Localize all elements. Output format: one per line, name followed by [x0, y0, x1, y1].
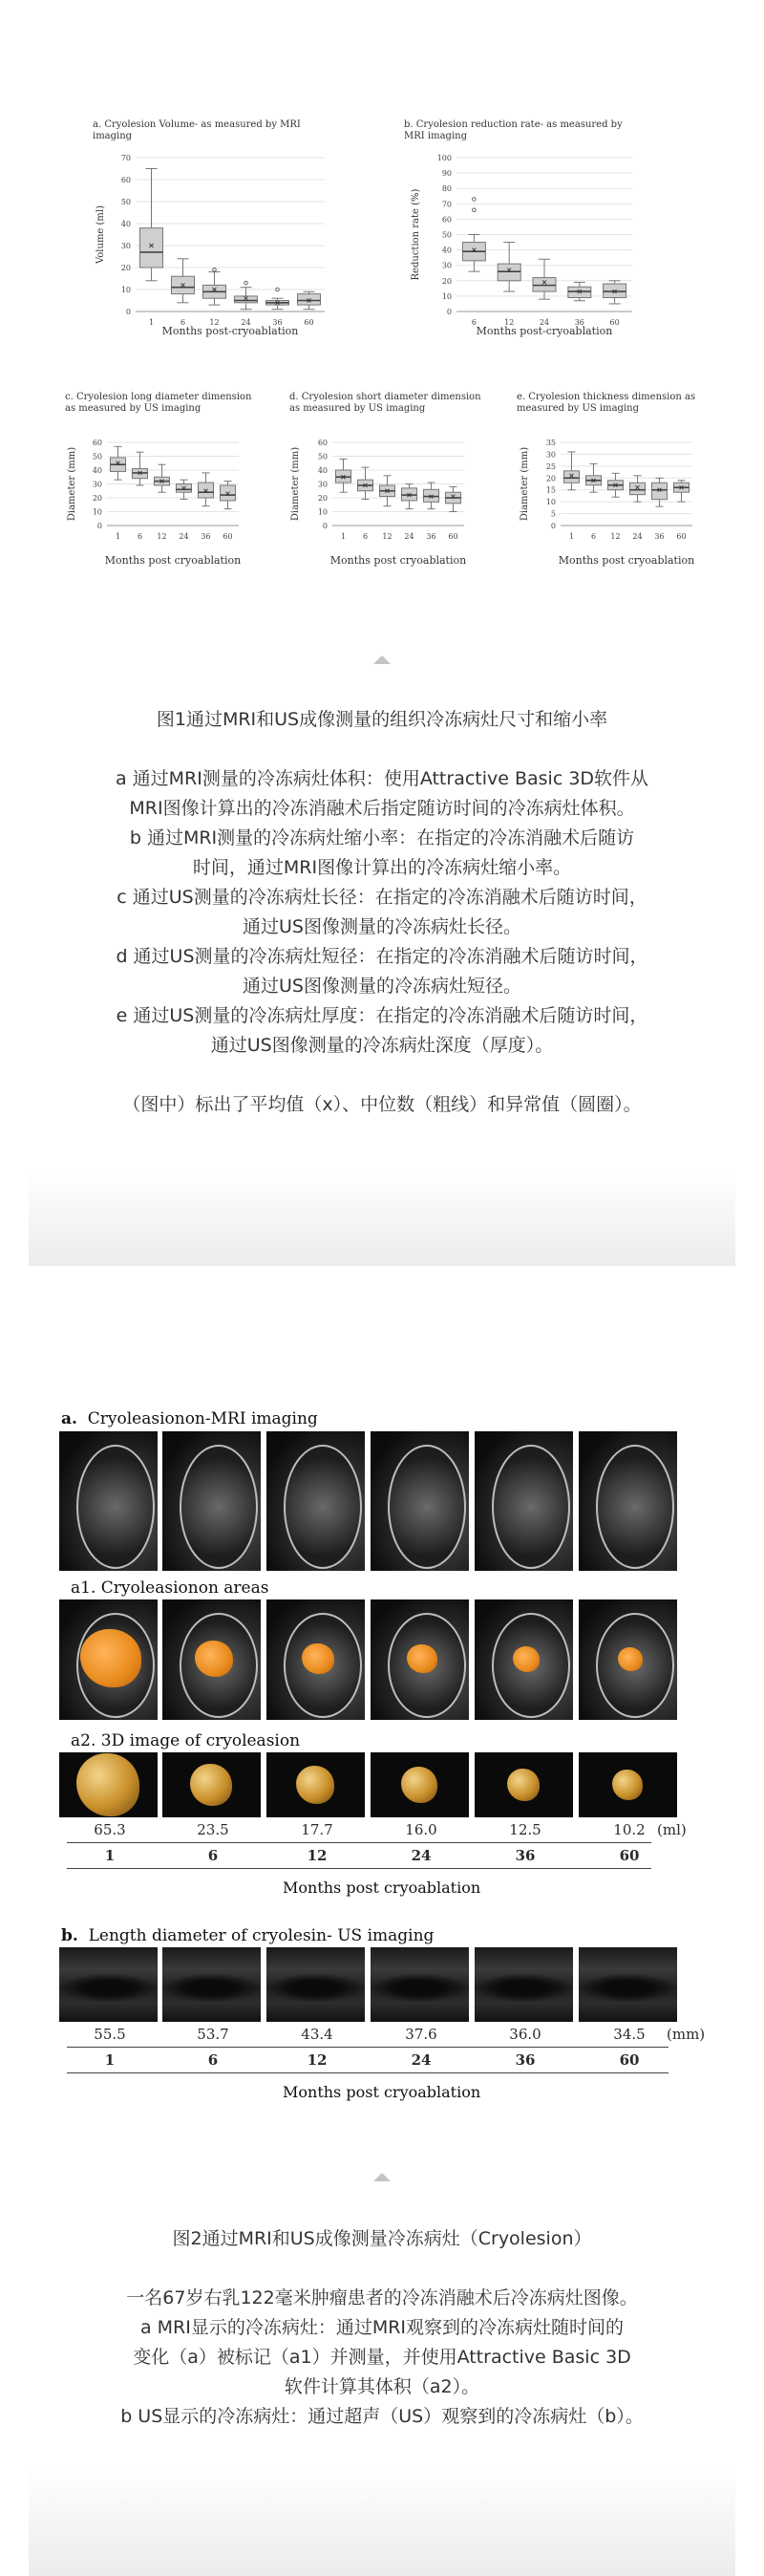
month-value: 24	[411, 1847, 432, 1864]
box	[652, 483, 668, 499]
fig2-label-a1: a1. Cryoleasionon areas	[71, 1578, 269, 1598]
volume-value: 23.5	[197, 1821, 229, 1838]
chart-e-title: e. Cryolesion thickness dimension as measured by US imaging	[517, 392, 696, 414]
hypoechoic-region	[371, 1973, 469, 2003]
box	[140, 228, 163, 268]
length-value: 36.0	[509, 2026, 541, 2043]
ultrasound-image	[475, 1947, 573, 2022]
cryolesion-3d-model	[76, 1753, 139, 1816]
y-tick-label: 40	[120, 220, 131, 228]
x-tick-label: 60	[304, 318, 314, 327]
y-tick-label: 50	[120, 198, 131, 206]
month-value: 36	[515, 2051, 536, 2069]
x-tick-label: 36	[574, 318, 584, 327]
month-value: 6	[207, 2051, 219, 2069]
mri-image	[266, 1431, 365, 1571]
box	[533, 278, 556, 291]
3d-image	[162, 1752, 261, 1817]
caption-line: b 通过MRI测量的冷冻病灶缩小率：在指定的冷冻消融术后随访	[129, 827, 635, 848]
table-rule	[67, 2047, 668, 2048]
box	[568, 287, 591, 297]
cryolesion-overlay	[513, 1646, 540, 1672]
y-tick-label: 10	[441, 291, 452, 301]
box-outlier	[473, 208, 477, 212]
x-axis-label: Months post cryoablation	[104, 554, 242, 567]
breast-tissue-shape	[284, 1445, 362, 1569]
box	[630, 483, 646, 494]
x-tick-label: 24	[404, 532, 414, 541]
cryolesion-3d-model	[507, 1769, 541, 1802]
ultrasound-image	[266, 1947, 365, 2022]
y-tick-label: 70	[441, 200, 452, 209]
segmented-image	[59, 1599, 158, 1720]
cryolesion-3d-model	[190, 1764, 233, 1807]
x-tick-label: 36	[272, 318, 283, 327]
box	[604, 284, 626, 297]
month-value: 60	[619, 1847, 640, 1864]
table-rule	[67, 2072, 668, 2073]
chart-c-title: c. Cryolesion long diameter dimension as measured by US imaging	[65, 392, 252, 414]
section-divider	[29, 2465, 735, 2576]
x-tick-label: 36	[426, 532, 436, 541]
x-tick-label: 1	[340, 532, 347, 541]
box-outlier	[213, 268, 217, 272]
3d-image	[475, 1752, 573, 1817]
length-unit: (mm)	[667, 2026, 706, 2043]
y-tick-label: 30	[545, 450, 556, 460]
box	[498, 264, 520, 281]
table-rule	[67, 1842, 651, 1843]
y-tick-label: 30	[92, 480, 102, 489]
box	[564, 471, 580, 483]
y-tick-label: 60	[120, 176, 131, 184]
caption-line: d 通过US测量的冷冻病灶短径：在指定的冷冻消融术后随访时间，	[116, 946, 648, 967]
x-tick-label: 6	[362, 532, 369, 541]
months-axis-label: Months post cryoablation	[283, 1878, 481, 1897]
months-axis-label: Months post cryoablation	[283, 2083, 481, 2101]
box	[235, 296, 258, 303]
length-value: 34.5	[613, 2026, 646, 2043]
volume-value: 65.3	[94, 1821, 126, 1838]
box	[199, 483, 214, 498]
y-tick-label: 0	[322, 522, 328, 530]
breast-tissue-shape	[492, 1445, 570, 1569]
y-tick-label: 50	[317, 452, 328, 462]
mri-image	[475, 1431, 573, 1571]
figure-1-charts	[0, 0, 764, 612]
chart-b-title: b. Cryolesion reduction rate- as measured by MRI imaging	[404, 119, 623, 141]
y-tick-label: 5	[550, 509, 556, 519]
volume-values-row	[67, 1821, 688, 1840]
x-tick-label: 1	[568, 532, 575, 541]
month-values-row	[67, 1847, 688, 1866]
y-tick-label: 0	[550, 522, 556, 530]
breast-tissue-shape	[180, 1445, 258, 1569]
hypoechoic-region	[59, 1973, 158, 2003]
fig2-label-a: a. Cryoleasionon-MRI imaging	[61, 1409, 318, 1428]
y-tick-label: 90	[441, 169, 452, 179]
y-tick-label: 100	[436, 154, 452, 162]
ultrasound-image	[59, 1947, 158, 2022]
3d-image	[371, 1752, 469, 1817]
figure-2-caption	[29, 2224, 735, 2432]
mri-image	[579, 1431, 677, 1571]
cryolesion-overlay	[195, 1641, 233, 1677]
x-tick-label: 24	[539, 318, 550, 327]
volume-unit: (ml)	[657, 1821, 687, 1838]
caret-up-icon	[373, 655, 391, 664]
month-value: 12	[307, 2051, 328, 2069]
x-tick-label: 12	[382, 532, 393, 541]
ultrasound-image	[371, 1947, 469, 2022]
box	[221, 485, 236, 501]
volume-value: 16.0	[405, 1821, 437, 1838]
y-tick-label: 30	[441, 261, 452, 270]
y-axis-label: Diameter (mm)	[520, 446, 530, 522]
box-outlier	[473, 198, 477, 202]
segmented-image	[579, 1599, 677, 1720]
hypoechoic-region	[266, 1973, 365, 2003]
x-tick-label: 6	[590, 532, 597, 541]
month-value: 6	[207, 1847, 219, 1864]
x-tick-label: 12	[610, 532, 621, 541]
x-tick-label: 60	[448, 532, 458, 541]
x-axis-label: Months post cryoablation	[558, 554, 695, 567]
hypoechoic-region	[475, 1973, 573, 2003]
x-tick-label: 24	[179, 532, 189, 541]
month-value: 1	[104, 2051, 116, 2069]
caption-line: e 通过US测量的冷冻病灶厚度：在指定的冷冻消融术后随访时间，	[116, 1005, 648, 1026]
caption-line: a 通过MRI测量的冷冻病灶体积：使用Attractive Basic 3D软件从	[115, 768, 649, 789]
caption-line: 软件计算其体积（a2）。	[284, 2376, 480, 2397]
y-axis-label: Diameter (mm)	[67, 446, 77, 522]
x-tick-label: 6	[180, 318, 186, 327]
x-tick-label: 24	[632, 532, 643, 541]
month-value: 1	[104, 1847, 116, 1864]
volume-value: 17.7	[301, 1821, 333, 1838]
month-value: 12	[307, 1847, 328, 1864]
chart-d-title: d. Cryolesion short diameter dimension as measured by US imaging	[289, 392, 481, 414]
caption-line: 一名67岁右乳122毫米肿瘤患者的冷冻消融术后冷冻病灶图像。	[126, 2287, 638, 2308]
x-tick-label: 6	[471, 318, 477, 327]
x-axis-label: Months post cryoablation	[329, 554, 467, 567]
x-tick-label: 36	[201, 532, 211, 541]
x-tick-label: 60	[223, 532, 233, 541]
fig2-label-b: b. Length diameter of cryolesin- US imaging	[61, 1926, 435, 1945]
y-tick-label: 10	[120, 286, 131, 294]
breast-tissue-shape	[388, 1445, 466, 1569]
chart-a-title: a. Cryolesion Volume- as measured by MRI imaging	[93, 119, 301, 141]
y-tick-label: 50	[92, 452, 102, 462]
y-tick-label: 70	[120, 154, 131, 162]
y-tick-label: 30	[317, 480, 328, 489]
box	[298, 294, 321, 306]
month-value: 60	[619, 2051, 640, 2069]
3d-image	[579, 1752, 677, 1817]
caption-line: 通过US图像测量的冷冻病灶长径。	[243, 916, 521, 937]
figure-1-caption	[29, 705, 735, 1120]
segmented-image	[371, 1599, 469, 1720]
figure-2-caption-title: 图2通过MRI和US成像测量冷冻病灶（Cryolesion）	[172, 2228, 592, 2249]
length-value: 43.4	[301, 2026, 333, 2043]
x-tick-label: 60	[676, 532, 687, 541]
caption-note: （图中）标出了平均值（x）、中位数（粗线）和异常值（圆圈）。	[122, 1094, 642, 1115]
ultrasound-image	[579, 1947, 677, 2022]
y-tick-label: 0	[125, 308, 131, 316]
y-tick-label: 0	[96, 522, 102, 530]
cryolesion-overlay	[302, 1643, 333, 1674]
length-value: 53.7	[197, 2026, 229, 2043]
cryolesion-overlay	[80, 1629, 141, 1687]
x-axis-label: Months post-cryoablation	[476, 325, 613, 337]
cryolesion-3d-model	[401, 1767, 437, 1803]
hypoechoic-region	[162, 1973, 261, 2003]
caption-line: 通过US图像测量的冷冻病灶深度（厚度）。	[210, 1035, 554, 1056]
y-tick-label: 20	[545, 474, 556, 483]
3d-image	[59, 1752, 158, 1817]
y-axis-label: Volume (ml)	[96, 204, 106, 265]
cryolesion-3d-model	[612, 1770, 643, 1800]
y-tick-label: 40	[92, 466, 102, 475]
segmented-image	[162, 1599, 261, 1720]
y-tick-label: 40	[441, 246, 452, 255]
x-tick-label: 24	[241, 318, 251, 327]
x-axis-label: Months post-cryoablation	[161, 325, 299, 337]
y-tick-label: 10	[92, 507, 102, 517]
mri-image	[371, 1431, 469, 1571]
volume-value: 12.5	[509, 1821, 541, 1838]
month-value: 24	[411, 2051, 432, 2069]
y-tick-label: 60	[92, 439, 102, 447]
caption-line: 变化（a）被标记（a1）并测量，并使用Attractive Basic 3D	[133, 2347, 631, 2368]
y-tick-label: 40	[317, 466, 328, 475]
3d-image	[266, 1752, 365, 1817]
y-tick-label: 20	[92, 494, 102, 503]
y-tick-label: 15	[545, 485, 556, 495]
x-tick-label: 6	[137, 532, 143, 541]
x-tick-label: 12	[504, 318, 515, 327]
hypoechoic-region	[579, 1973, 677, 2003]
box-outlier	[244, 281, 248, 285]
x-tick-label: 60	[609, 318, 620, 327]
caret-up-icon	[373, 2173, 391, 2181]
caption-line: b US显示的冷冻病灶：通过超声（US）观察到的冷冻病灶（b）。	[120, 2406, 644, 2427]
section-divider	[29, 1170, 735, 1266]
y-tick-label: 20	[120, 264, 131, 272]
segmented-image	[266, 1599, 365, 1720]
y-tick-label: 60	[317, 439, 328, 447]
x-tick-label: 12	[209, 318, 220, 327]
cryolesion-overlay	[618, 1647, 643, 1670]
y-tick-label: 30	[120, 242, 131, 250]
caption-line: 通过US图像测量的冷冻病灶短径。	[243, 976, 521, 997]
length-values-row	[67, 2026, 706, 2045]
month-value: 36	[515, 1847, 536, 1864]
y-tick-label: 60	[441, 215, 452, 225]
caption-line: 时间，通过MRI图像计算出的冷冻病灶缩小率。	[192, 857, 572, 878]
cryolesion-3d-model	[296, 1766, 333, 1803]
y-tick-label: 20	[441, 276, 452, 286]
ultrasound-image	[162, 1947, 261, 2022]
figure-1-caption-title: 图1通过MRI和US成像测量的组织冷冻病灶尺寸和缩小率	[156, 709, 608, 730]
y-tick-label: 50	[441, 230, 452, 240]
mri-image	[162, 1431, 261, 1571]
caption-line: MRI图像计算出的冷冻消融术后指定随访时间的冷冻病灶体积。	[129, 798, 635, 819]
breast-tissue-shape	[76, 1445, 155, 1569]
y-tick-label: 10	[545, 498, 556, 507]
table-rule	[67, 1868, 651, 1869]
x-tick-label: 36	[654, 532, 665, 541]
fig2-label-a2: a2. 3D image of cryoleasion	[71, 1731, 301, 1750]
y-tick-label: 35	[545, 439, 556, 447]
mri-image	[59, 1431, 158, 1571]
y-axis-label: Reduction rate (%)	[411, 188, 421, 281]
y-tick-label: 10	[317, 507, 328, 517]
length-value: 55.5	[94, 2026, 126, 2043]
y-tick-label: 20	[317, 494, 328, 503]
breast-tissue-shape	[596, 1445, 674, 1569]
y-tick-label: 0	[446, 308, 452, 316]
segmented-image	[475, 1599, 573, 1720]
y-tick-label: 25	[545, 462, 556, 471]
x-tick-label: 1	[115, 532, 121, 541]
y-axis-label: Diameter (mm)	[290, 446, 301, 522]
caption-line: a MRI显示的冷冻病灶：通过MRI观察到的冷冻病灶随时间的	[139, 2317, 625, 2338]
x-tick-label: 12	[157, 532, 167, 541]
cryolesion-overlay	[407, 1644, 437, 1673]
volume-value: 10.2	[613, 1821, 646, 1838]
length-value: 37.6	[405, 2026, 437, 2043]
month-values-row	[67, 2051, 688, 2071]
x-tick-label: 1	[148, 318, 155, 327]
caption-line: c 通过US测量的冷冻病灶长径：在指定的冷冻消融术后随访时间，	[117, 887, 647, 908]
y-tick-label: 80	[441, 184, 452, 194]
